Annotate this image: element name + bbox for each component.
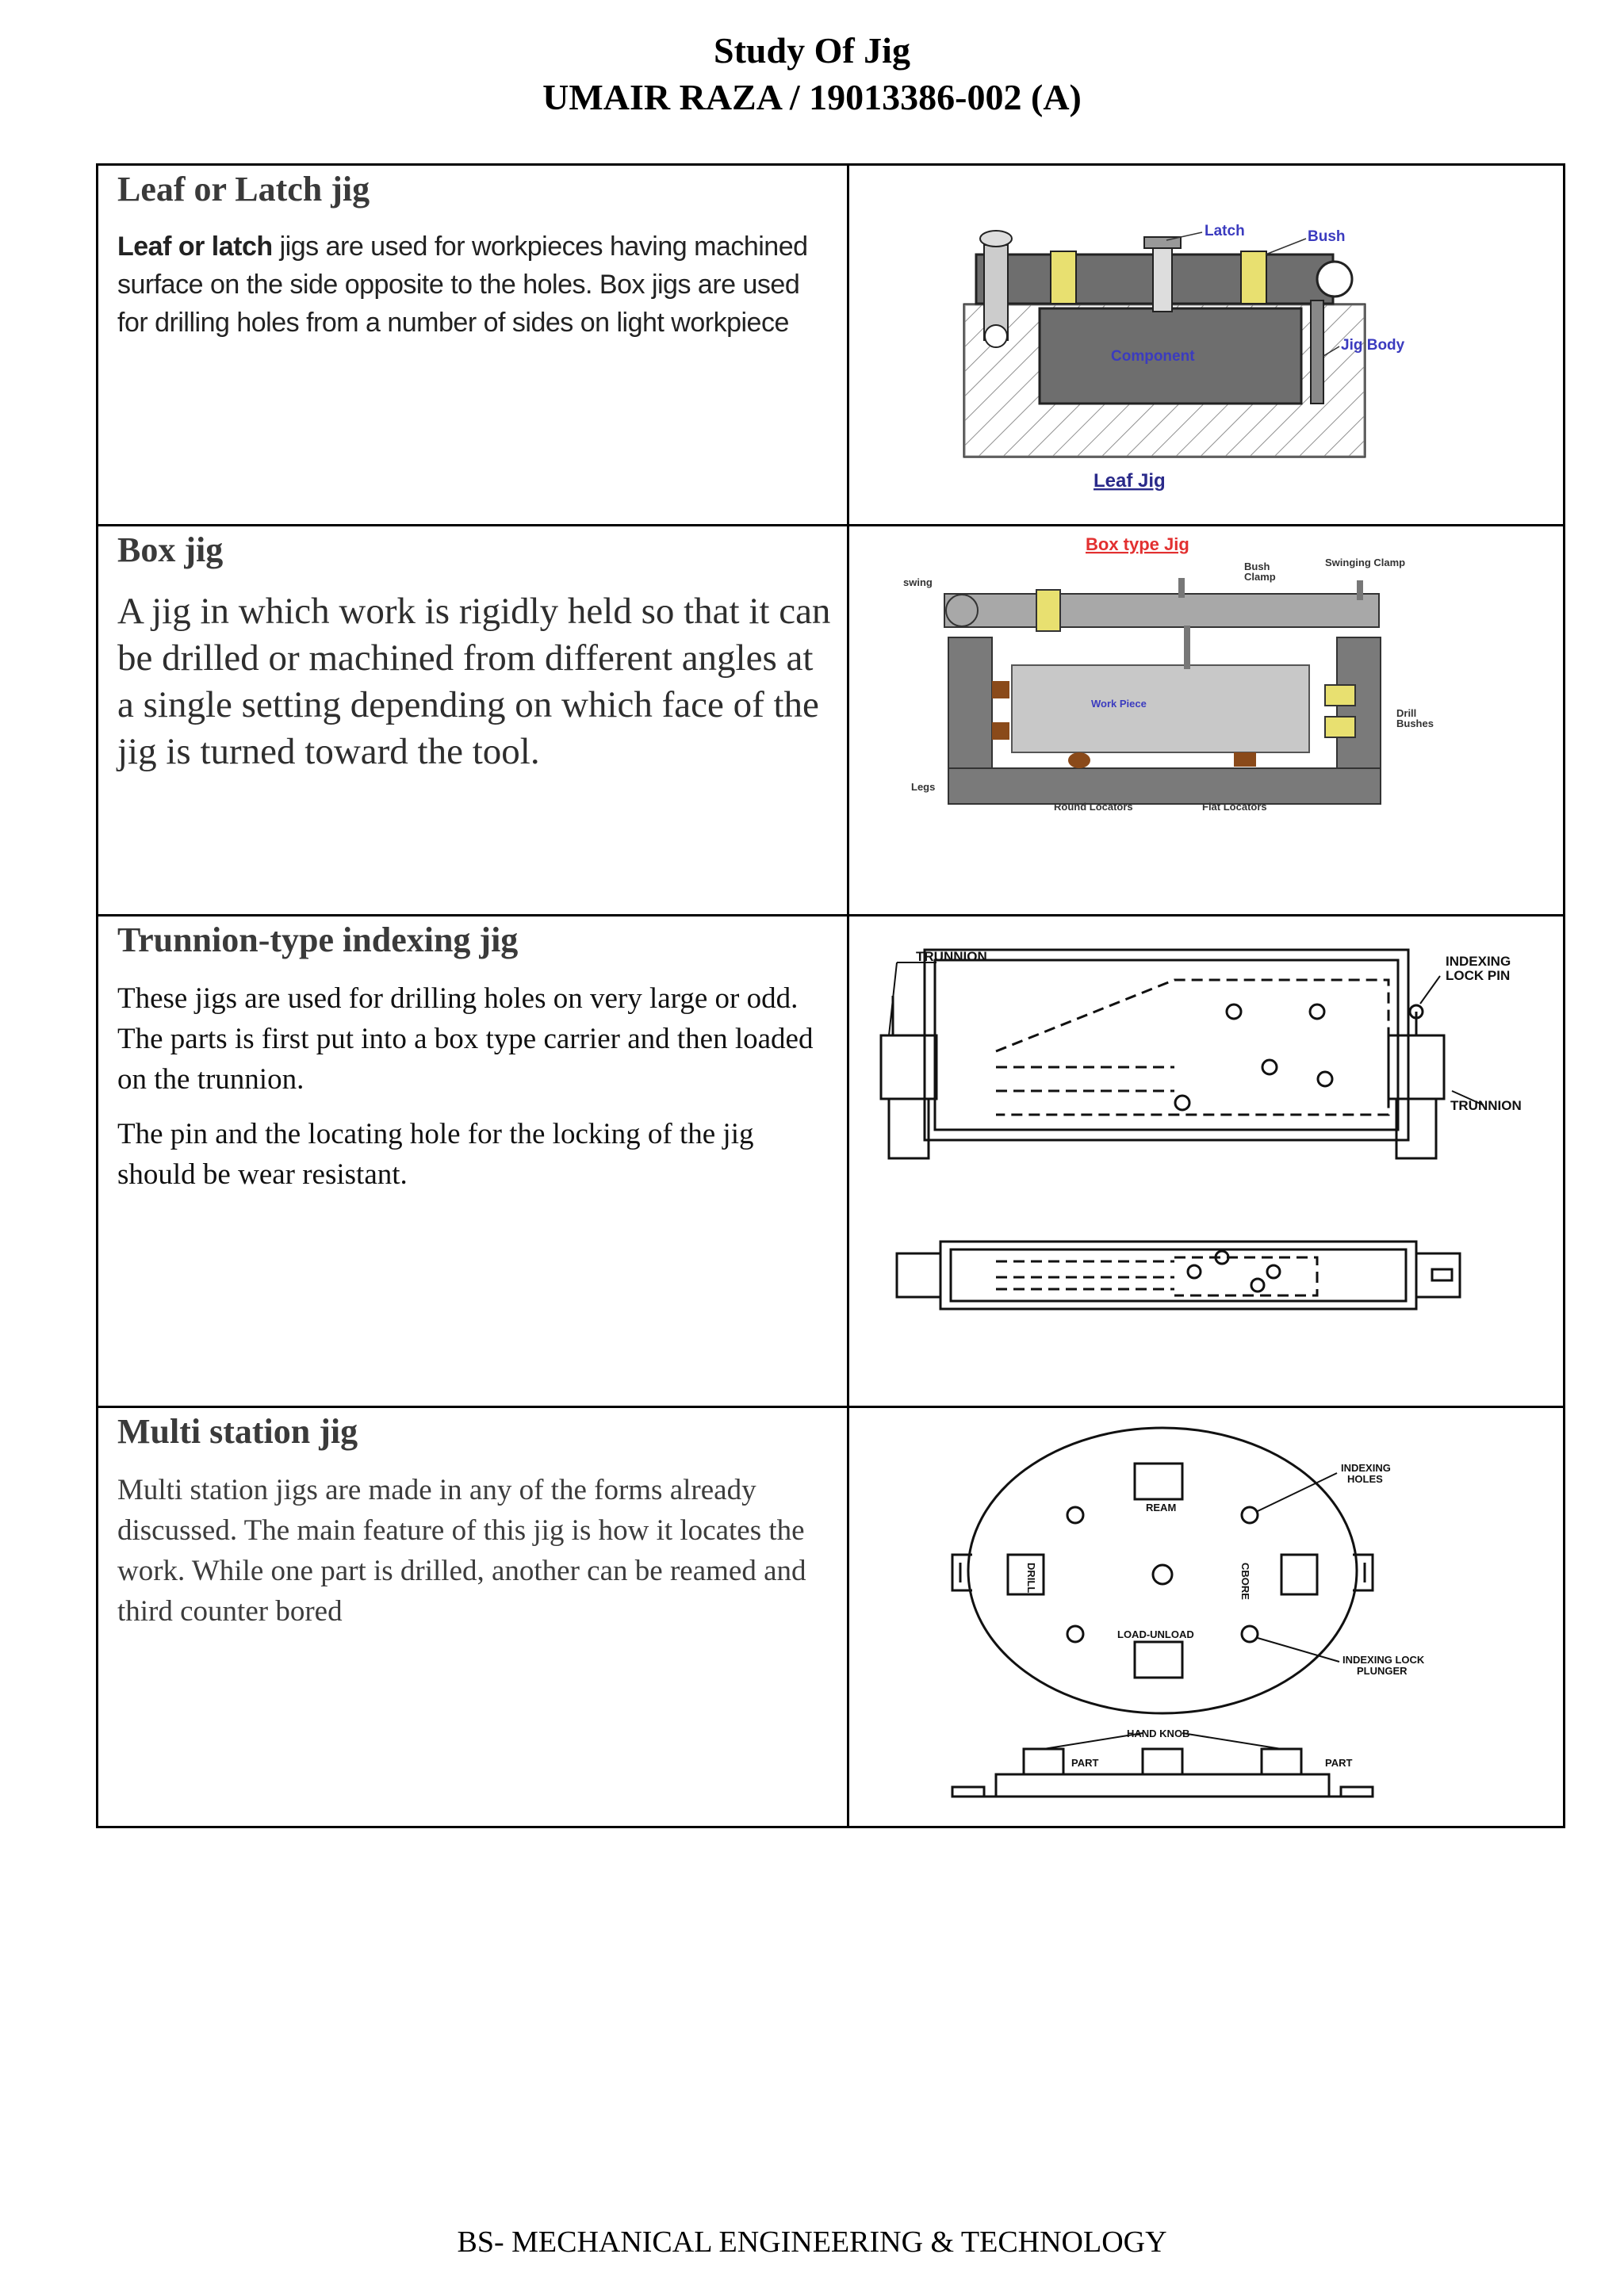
leaf-jig-text-cell bbox=[98, 165, 848, 526]
trunnion-jig-figure-cell bbox=[848, 916, 1565, 1407]
trunnion-jig-text-cell bbox=[98, 916, 848, 1407]
svg-text:LOCK PIN: LOCK PIN bbox=[1446, 968, 1511, 983]
table-row bbox=[98, 916, 1565, 1407]
svg-text:PLUNGER: PLUNGER bbox=[1357, 1665, 1408, 1677]
svg-text:Round Locators: Round Locators bbox=[1054, 801, 1133, 813]
load-unload-label: LOAD-UNLOAD bbox=[1117, 1628, 1194, 1640]
page-header bbox=[0, 27, 1624, 121]
svg-text:Work Piece: Work Piece bbox=[1091, 698, 1147, 710]
latch-label: Latch bbox=[1205, 223, 1245, 239]
multi-station-diagram bbox=[849, 1408, 1563, 1828]
section-title: Trunnion-type indexing jig bbox=[117, 920, 519, 959]
drill-label: DRILL bbox=[1025, 1563, 1037, 1594]
swing-label: swing bbox=[903, 576, 933, 588]
trunnion-jig-diagram bbox=[849, 916, 1563, 1408]
svg-text:Swinging Clamp: Swinging Clamp bbox=[1325, 557, 1406, 568]
svg-text:Legs: Legs bbox=[911, 781, 936, 793]
leaf-jig-caption: Leaf Jig bbox=[1094, 470, 1166, 492]
svg-text:Bushes: Bushes bbox=[1396, 718, 1434, 729]
trunnion-right-label: TRUNNION bbox=[1450, 1098, 1522, 1113]
table-row bbox=[98, 165, 1565, 526]
lead-bold: Leaf or latch bbox=[117, 232, 273, 262]
section-title: Multi station jig bbox=[117, 1412, 358, 1451]
cbore-label: CBORE bbox=[1239, 1563, 1251, 1600]
hand-knob-label: HAND KNOB bbox=[1127, 1728, 1190, 1739]
svg-text:Drill: Drill bbox=[1396, 707, 1417, 719]
svg-text:INDEXING: INDEXING bbox=[1446, 954, 1511, 969]
box-jig-figure-cell bbox=[848, 526, 1565, 916]
svg-text:PART: PART bbox=[1325, 1757, 1353, 1769]
box-jig-text-cell bbox=[98, 526, 848, 916]
svg-text:Clamp: Clamp bbox=[1244, 571, 1276, 583]
jig-body-label: Jig Body bbox=[1341, 337, 1405, 354]
component-label: Component bbox=[1111, 348, 1195, 365]
multi-station-text-cell bbox=[98, 1407, 848, 1827]
section-body: Leaf or latch jigs are used for workpieces having machined surface on the side opposite to the holes. Box jigs are used for drilling holes from a number of sides on light workpiece bbox=[117, 232, 808, 338]
page-title: Study Of Jig bbox=[714, 30, 910, 71]
section-title: Box jig bbox=[117, 530, 224, 569]
bush-label: Bush bbox=[1308, 228, 1346, 245]
leaf-jig-diagram bbox=[849, 166, 1563, 526]
svg-text:Flat Locators: Flat Locators bbox=[1202, 801, 1267, 813]
ream-label: REAM bbox=[1146, 1502, 1177, 1513]
table-row bbox=[98, 526, 1565, 916]
box-jig-diagram bbox=[849, 526, 1563, 916]
page-footer: BS- MECHANICAL ENGINEERING & TECHNOLOGY bbox=[457, 2225, 1167, 2259]
svg-text:Bush: Bush bbox=[1244, 561, 1270, 572]
multi-station-figure-cell bbox=[848, 1407, 1565, 1827]
page-subtitle: UMAIR RAZA / 19013386-002 (A) bbox=[542, 77, 1082, 117]
trunnion-left-label: TRUNNION bbox=[916, 949, 987, 964]
section-body: Multi station jigs are made in any of the forms already discussed. The main feature of this jig is how it locates the work. While one part is drilled, another can be reamed and third counter bored bbox=[117, 1474, 806, 1628]
section-body: These jigs are used for drilling holes on very large or odd. The parts is first put into a box type carrier and then loaded on the trunnion. bbox=[117, 982, 814, 1096]
svg-text:INDEXING LOCK: INDEXING LOCK bbox=[1342, 1654, 1425, 1666]
section-body: A jig in which work is rigidly held so that it can be drilled or machined from different angles at a single setting depending on which face of the jig is turned toward the tool. bbox=[117, 591, 831, 772]
section-body-2: The pin and the locating hole for the locking of the jig should be wear resistant. bbox=[117, 1118, 754, 1191]
box-jig-caption: Box type Jig bbox=[1086, 534, 1189, 554]
section-title: Leaf or Latch jig bbox=[117, 170, 370, 209]
svg-text:INDEXING: INDEXING bbox=[1341, 1462, 1391, 1474]
leaf-jig-figure-cell bbox=[848, 165, 1565, 526]
svg-text:HOLES: HOLES bbox=[1347, 1473, 1383, 1485]
jig-table bbox=[96, 163, 1565, 1828]
table-row bbox=[98, 1407, 1565, 1827]
svg-text:PART: PART bbox=[1071, 1757, 1099, 1769]
